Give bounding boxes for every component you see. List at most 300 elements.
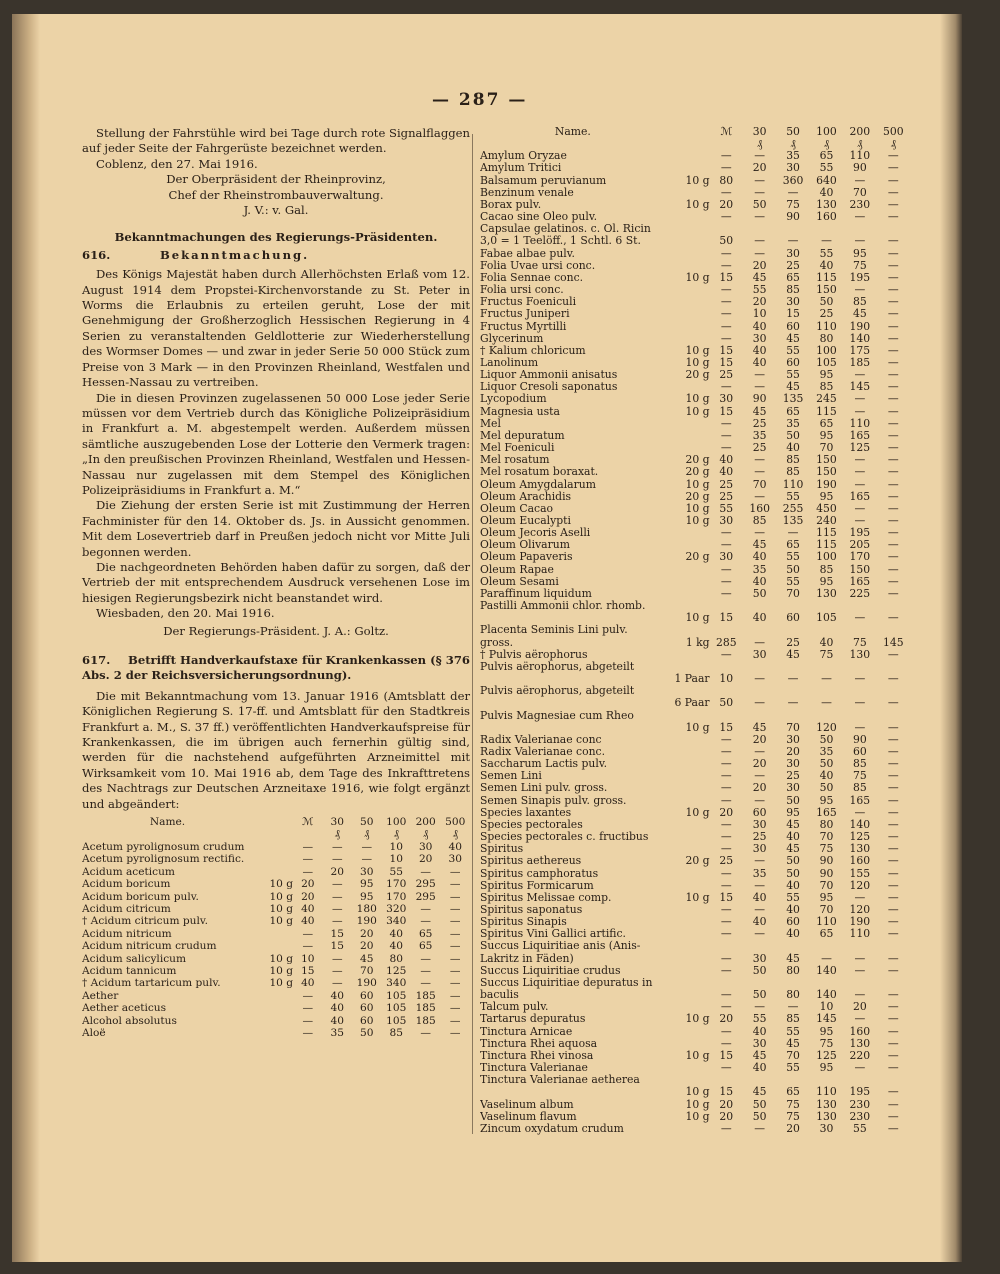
item-price: —	[449, 989, 461, 1002]
item-name: Tinctura Valerianae aetherea	[480, 1074, 640, 1087]
item-price: 25	[752, 441, 767, 455]
item-price: 60	[786, 915, 800, 929]
table-row	[480, 904, 910, 916]
item-quantity: 10 g	[685, 392, 710, 406]
item-price: 340	[386, 977, 407, 990]
item-quantity	[666, 624, 710, 636]
item-name: Succus Liquiritiae crudus	[480, 964, 621, 977]
table-row	[480, 527, 910, 539]
item-price: 115	[816, 538, 837, 552]
item-price: 60	[752, 805, 767, 819]
item-name: Tinctura Rhei vinosa	[480, 1049, 594, 1062]
item-price: 150	[816, 283, 837, 297]
item-price: 45	[852, 307, 867, 321]
item-price: —	[420, 964, 431, 977]
item-price: 145	[849, 380, 871, 394]
item-price: 190	[356, 915, 377, 928]
item-price: 70	[786, 586, 800, 600]
item-name: Pulvis aërophorus, abgeteilt	[480, 685, 635, 698]
item-name: † Acidum tartaricum pulv.	[82, 977, 221, 990]
paragraph: Die Ziehung der ersten Serie ist mit Zustimmung der Herren Fachminister für den 14. Oktober ds. Js. in Aussicht genommen. Mit dem Losevertrieb darf in Preußen jedoch nicht vor Mitte Juli begonnen werden.	[82, 498, 470, 559]
item-quantity	[666, 710, 710, 722]
table-row	[82, 1002, 470, 1014]
item-base-price: —	[720, 647, 732, 661]
item-price: 50	[752, 1109, 767, 1123]
item-price: 35	[786, 149, 800, 163]
item-price: —	[887, 234, 899, 248]
item-price: —	[754, 769, 766, 783]
item-price: 165	[849, 793, 871, 807]
table-row	[82, 977, 470, 989]
item-price	[776, 940, 809, 952]
item-base-price: —	[720, 562, 732, 576]
item-price: —	[887, 1109, 899, 1123]
item-name: 3,0 = 1 Teelöff., 1 Schtl. 6 St.	[480, 235, 641, 248]
item-price: 40	[819, 769, 834, 783]
signature-line: Der Regierungs-Präsident. J. A.: Goltz.	[163, 623, 389, 638]
item-name: Oleum Papaveris	[480, 551, 573, 564]
table-row	[480, 308, 910, 320]
item-base-price: 20	[719, 1109, 734, 1123]
item-price: 110	[816, 915, 837, 929]
item-price: 195	[849, 270, 871, 284]
item-price: 40	[786, 830, 800, 844]
item-price: —	[754, 368, 766, 382]
item-price	[810, 624, 843, 636]
item-price: 145	[882, 635, 904, 649]
item-name: Acidum boricum pulv.	[82, 890, 199, 903]
item-quantity	[253, 841, 293, 853]
item-price: 20	[360, 940, 374, 953]
table-row	[480, 916, 910, 928]
item-price: 55	[819, 161, 834, 175]
item-price: 150	[849, 562, 871, 576]
item-quantity	[666, 734, 710, 746]
item-base-price: —	[302, 1014, 314, 1027]
item-quantity	[666, 819, 710, 831]
item-name: Acidum aceticum	[82, 865, 175, 878]
item-price: 65	[819, 416, 834, 430]
item-price: —	[887, 854, 899, 868]
item-price: 30	[786, 295, 800, 309]
column-header-qty	[253, 816, 293, 828]
item-price: —	[854, 477, 866, 491]
item-price: 130	[816, 586, 837, 600]
table-row	[480, 333, 910, 345]
item-price: 225	[849, 586, 871, 600]
item-price: —	[420, 1026, 431, 1039]
table-row	[480, 637, 910, 649]
table-row	[82, 891, 470, 903]
item-name: Succus Liquiritiae anis (Anis-	[480, 940, 641, 953]
item-price: —	[449, 927, 461, 940]
item-price: 50	[360, 1026, 374, 1039]
item-quantity	[666, 430, 710, 442]
item-name: Spiritus Vini Gallici artific.	[480, 928, 626, 941]
item-price: 45	[786, 817, 800, 831]
item-price: 35	[819, 744, 834, 758]
item-price: —	[361, 853, 373, 866]
item-name: Liquor Cresoli saponatus	[480, 381, 618, 394]
item-price: —	[854, 514, 866, 527]
item-name: Acidum nitricum crudum	[82, 940, 217, 953]
item-quantity: 1 Paar	[674, 672, 710, 686]
item-base-price: —	[720, 246, 732, 260]
item-price: —	[331, 853, 343, 866]
paragraph: Die mit Bekanntmachung vom 13. Januar 1916 (Amtsblatt der Königlichen Regierung S. 17-ff. und Amtsblatt für den Stadtkreis Frankfurt a. M., S. 37 ff.) veröffentlichten Handverkaufspreise für Krankenkassen, die im übrigen auch fernerhin gültig sind, werden für die nachstehend aufgeführten Arzneimittel mit Wirksamkeit vom 10. Mai 1916 ab, dem Tage des Inkrafttretens des Nachtrags zur Deutschen Arzneitaxe 1916, wie folgt ergänzt und abgeändert:	[82, 688, 470, 811]
item-price: 170	[386, 890, 407, 903]
item-base-price: —	[720, 428, 732, 442]
item-base-price: —	[720, 1121, 732, 1135]
item-base-price: —	[302, 1026, 314, 1039]
item-quantity	[666, 162, 710, 174]
item-price: —	[754, 246, 766, 260]
item-price: —	[754, 854, 766, 868]
item-quantity	[666, 223, 710, 235]
item-price: —	[887, 149, 899, 163]
item-name: Lanolinum	[480, 356, 539, 369]
item-name: Glycerinum	[480, 332, 544, 345]
item-price: —	[821, 234, 832, 248]
item-base-price: —	[302, 989, 314, 1002]
item-price: 175	[849, 343, 871, 357]
item-quantity	[253, 1027, 293, 1039]
item-price: 100	[816, 550, 837, 564]
item-base-price: 20	[301, 878, 315, 891]
table-row	[480, 612, 910, 624]
item-quantity	[253, 940, 293, 952]
item-price: 40	[752, 890, 767, 904]
item-quantity: 10 g	[685, 1085, 710, 1099]
item-price: 40	[389, 927, 403, 940]
item-price: 130	[849, 1036, 871, 1050]
item-name	[480, 673, 666, 685]
item-price: —	[331, 915, 343, 928]
item-price: —	[887, 915, 899, 929]
intro-paragraph: Stellung der Fahrstühle wird bei Tage durch rote Signalflaggen auf jeder Seite der Fahrgerüste bezeichnet werden.	[82, 126, 470, 156]
item-price: 45	[786, 951, 800, 965]
item-base-price: —	[720, 331, 732, 345]
item-base-price: 15	[719, 1085, 734, 1099]
item-price	[743, 710, 776, 722]
item-price: 185	[849, 355, 871, 369]
table-row	[480, 807, 910, 819]
item-price: 30	[752, 647, 767, 661]
item-price: —	[887, 696, 899, 710]
item-price: 15	[786, 307, 800, 321]
item-name: Tinctura Arnicae	[480, 1025, 573, 1038]
item-price: 65	[786, 538, 800, 552]
item-base-price: 20	[719, 1012, 734, 1026]
item-price: 55	[786, 489, 800, 503]
item-price: 45	[752, 720, 767, 734]
table-row	[480, 248, 910, 260]
item-price: —	[449, 1026, 461, 1039]
item-name: Oleum Eucalypti	[480, 515, 571, 527]
item-name: Spiritus camphoratus	[480, 867, 599, 880]
item-quantity	[666, 588, 710, 600]
table-row	[480, 418, 910, 430]
item-price: 85	[819, 380, 834, 394]
item-price: 50	[786, 793, 800, 807]
item-price: —	[887, 501, 899, 515]
item-price: 55	[786, 1024, 800, 1038]
item-quantity: 10 g	[685, 720, 710, 734]
item-price: —	[754, 173, 766, 187]
item-price: 20	[786, 744, 800, 758]
item-price: 255	[782, 501, 804, 515]
item-price: 45	[786, 1036, 800, 1050]
item-base-price	[710, 940, 743, 952]
item-price: 245	[816, 392, 837, 406]
item-price: —	[887, 805, 899, 819]
item-price: 40	[752, 611, 767, 625]
item-price: 185	[415, 1014, 436, 1027]
item-base-price: —	[720, 927, 732, 941]
table-row	[82, 1027, 470, 1039]
item-base-price: 15	[719, 270, 734, 284]
item-price: 185	[415, 989, 436, 1002]
table-row	[480, 150, 910, 162]
item-quantity	[253, 853, 293, 865]
item-price: 75	[852, 258, 867, 272]
table-header-row	[480, 126, 910, 138]
item-base-price: —	[720, 842, 732, 856]
item-base-price	[710, 624, 743, 636]
item-quantity	[253, 1015, 293, 1027]
item-price: 35	[786, 416, 800, 430]
book-binding	[12, 14, 40, 1262]
column-header-base: ℳ	[302, 816, 314, 829]
item-price: 70	[819, 878, 834, 892]
unit-glyph: ₰	[790, 137, 796, 151]
column-header: 200	[849, 125, 871, 138]
item-price: 110	[816, 1085, 837, 1099]
item-base-price: —	[720, 416, 732, 430]
item-base-price: 15	[719, 404, 734, 418]
item-base-price: 15	[719, 1048, 734, 1062]
item-name: Saccharum Lactis pulv.	[480, 758, 608, 771]
table-row	[480, 1062, 910, 1074]
item-price: 105	[816, 611, 837, 625]
item-price: 30	[448, 853, 462, 866]
item-price: 65	[786, 404, 800, 418]
item-price: 40	[448, 840, 462, 853]
table-row	[480, 722, 910, 734]
table-row	[480, 235, 910, 247]
item-quantity: 20 g	[685, 465, 710, 479]
item-price: —	[854, 173, 866, 187]
item-price: 85	[786, 453, 800, 467]
item-name: Alcohol absolutus	[82, 1014, 177, 1027]
item-name	[480, 697, 666, 709]
item-price: 50	[819, 781, 834, 795]
item-price: —	[754, 210, 766, 224]
item-base-price: 80	[719, 173, 734, 187]
item-base-price: —	[720, 1061, 732, 1075]
table-row	[480, 673, 910, 685]
item-price: 190	[356, 977, 377, 990]
item-price: —	[854, 696, 866, 710]
item-name: † Kalium chloricum	[480, 344, 586, 357]
item-price: —	[887, 355, 899, 369]
item-price: 65	[418, 927, 433, 940]
item-price: —	[854, 720, 866, 734]
item-price: 70	[852, 185, 867, 199]
item-name: Oleum Olivarum	[480, 539, 570, 552]
item-price: 165	[816, 805, 837, 819]
table-row	[480, 1086, 910, 1098]
item-name: Amylum Oryzae	[480, 150, 567, 163]
item-name: Spiritus saponatus	[480, 904, 583, 916]
item-price: 75	[819, 1036, 834, 1050]
item-base-price: —	[720, 210, 732, 224]
item-price: 20	[752, 161, 767, 175]
item-price: —	[887, 270, 899, 284]
item-base-price: —	[720, 1024, 732, 1038]
unit-glyph: ₰	[393, 828, 399, 841]
item-price: 25	[752, 830, 767, 844]
item-price: —	[449, 952, 461, 965]
item-price: 110	[849, 149, 871, 163]
notice-title: Betrifft Handverkaufstaxe für Krankenkassen (§ 376 Abs. 2 der Reichsversicherungsordnung).	[82, 653, 471, 683]
item-price: 140	[849, 817, 871, 831]
table-row	[480, 746, 910, 758]
table-row	[480, 831, 910, 843]
table-row	[480, 965, 910, 977]
unit-glyph: ₰	[756, 137, 763, 151]
item-price: —	[887, 781, 899, 795]
item-price: 60	[852, 744, 867, 758]
item-price: —	[821, 951, 832, 965]
item-price: —	[754, 878, 766, 892]
item-price: 50	[752, 197, 767, 211]
table-header-row	[82, 816, 470, 828]
column-header-name: Name.	[149, 816, 186, 829]
item-price: 60	[360, 1002, 374, 1015]
table-row	[480, 284, 910, 296]
item-price: 50	[786, 428, 800, 442]
item-price: —	[887, 611, 899, 625]
item-price: 150	[816, 465, 837, 479]
item-price: 140	[849, 331, 871, 345]
item-name: Benzinum venale	[480, 186, 574, 199]
item-price: —	[854, 988, 866, 1002]
item-base-price: —	[720, 963, 732, 977]
item-price: 95	[786, 805, 800, 819]
page-edge	[940, 14, 962, 1262]
item-price: 50	[786, 854, 800, 868]
item-base-price: —	[720, 319, 732, 333]
item-name: Mel rosatum	[480, 454, 550, 467]
column-header: 200	[415, 816, 436, 829]
item-base-price: —	[720, 769, 732, 783]
item-price: 40	[752, 1024, 767, 1038]
item-price: 115	[816, 404, 837, 418]
item-price: —	[887, 744, 899, 758]
table-row	[82, 878, 470, 890]
item-price: 80	[389, 952, 403, 965]
item-price: 75	[852, 769, 867, 783]
item-quantity	[666, 904, 710, 916]
item-price: 45	[786, 842, 800, 856]
item-price: 65	[418, 940, 433, 953]
item-price: 110	[816, 319, 837, 333]
item-base-price: —	[720, 307, 732, 321]
item-price: —	[887, 441, 899, 455]
item-price: —	[331, 902, 343, 915]
item-price: 135	[782, 392, 804, 406]
item-price: —	[754, 793, 766, 807]
item-price: 20	[752, 757, 767, 771]
item-price: —	[887, 368, 899, 382]
item-price: —	[887, 453, 899, 467]
table-row	[480, 588, 910, 600]
item-price: —	[887, 951, 899, 965]
item-quantity	[253, 990, 293, 1002]
item-price: —	[854, 210, 866, 224]
item-quantity: 10 g	[685, 1109, 710, 1123]
item-base-price: 25	[719, 477, 734, 491]
item-name: Succus Liquiritiae depuratus in	[480, 976, 653, 989]
item-quantity	[666, 333, 710, 345]
item-price: 100	[816, 343, 837, 357]
item-price: —	[854, 465, 866, 479]
item-price: 45	[360, 952, 374, 965]
item-price: 85	[389, 1026, 403, 1039]
item-quantity: 20 g	[685, 550, 710, 564]
table-row	[480, 515, 910, 527]
item-price: 95	[819, 489, 834, 503]
item-base-price: 30	[719, 514, 734, 527]
item-price: —	[887, 550, 899, 564]
item-price: 20	[786, 1121, 800, 1135]
item-price: 35	[752, 428, 767, 442]
item-base-price: 25	[719, 854, 734, 868]
item-quantity: 10 g	[685, 173, 710, 187]
item-base-price: —	[720, 951, 732, 965]
item-price: —	[754, 744, 766, 758]
item-name: Zincum oxydatum crudum	[480, 1122, 624, 1135]
item-price: 85	[786, 1012, 800, 1026]
table-row	[480, 758, 910, 770]
item-price: —	[854, 501, 866, 515]
table-row	[480, 551, 910, 563]
table-row	[480, 393, 910, 405]
item-price: 450	[816, 501, 837, 515]
item-name: Lycopodium	[480, 393, 547, 406]
table-row	[82, 965, 470, 977]
item-price: 40	[819, 258, 834, 272]
item-price: 70	[786, 1048, 800, 1062]
item-price: —	[754, 696, 766, 710]
item-price: —	[887, 477, 899, 491]
item-price: 140	[816, 988, 837, 1002]
item-quantity	[666, 564, 710, 576]
item-quantity: 10 g	[269, 977, 294, 990]
item-price: —	[331, 890, 343, 903]
item-price: 90	[786, 210, 800, 224]
item-price: 185	[415, 1002, 436, 1015]
item-price: —	[754, 1000, 766, 1014]
item-price: 80	[786, 988, 800, 1002]
item-base-price: 15	[301, 964, 315, 977]
table-row	[480, 1050, 910, 1062]
table-row	[480, 272, 910, 284]
item-price: 80	[819, 817, 834, 831]
item-price: 55	[852, 1121, 867, 1135]
item-price: 60	[786, 355, 800, 369]
